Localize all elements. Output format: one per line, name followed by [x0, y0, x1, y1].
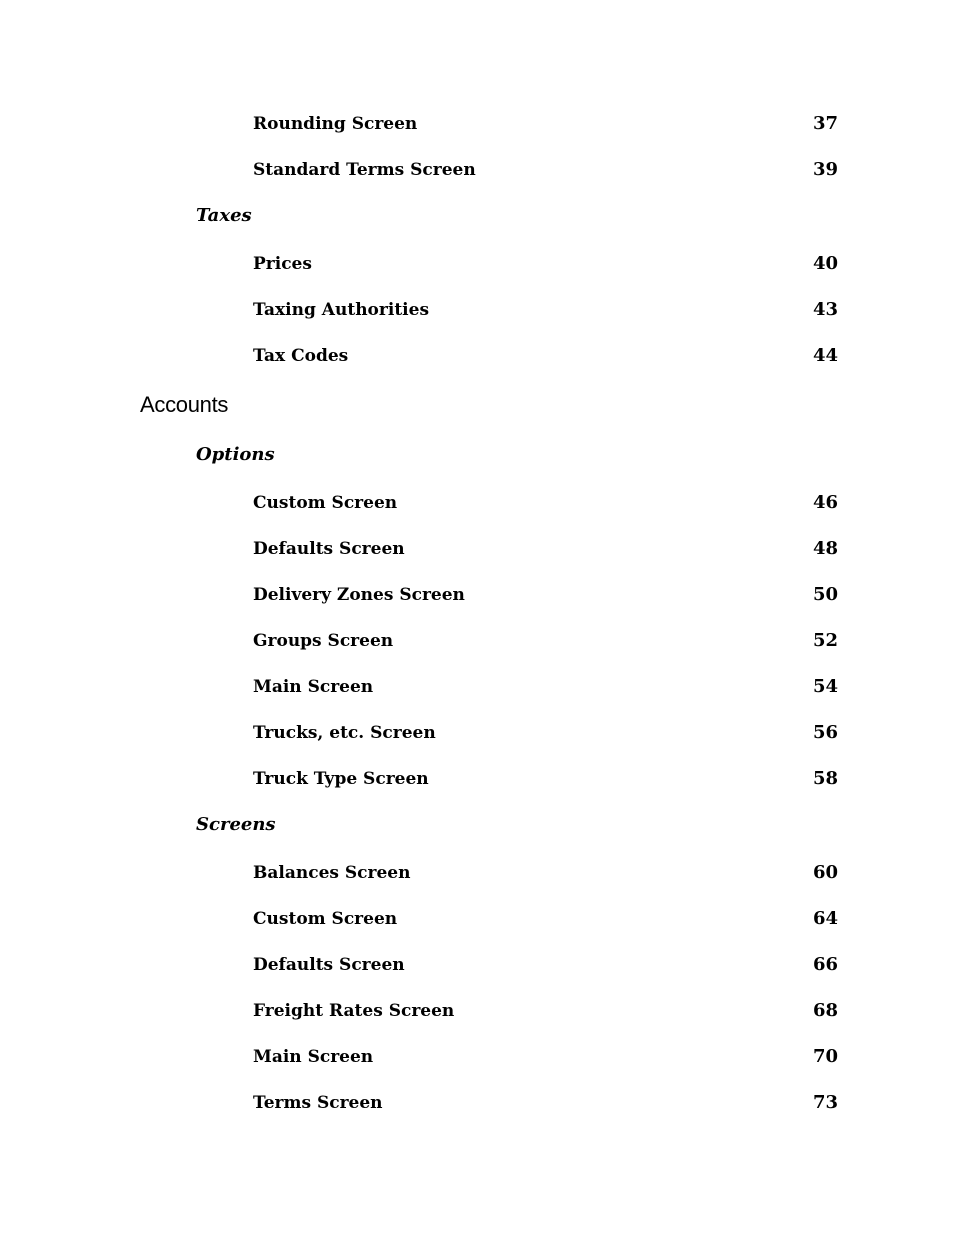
toc-entry-label: Custom Screen	[253, 493, 398, 513]
toc-page-number: 56	[812, 722, 838, 743]
toc-page-number: 43	[812, 299, 838, 320]
toc-entry-custom-screen[interactable]	[0, 488, 954, 518]
toc-subsection-heading-options	[0, 440, 954, 470]
toc-entry-delivery-zones-screen[interactable]	[0, 580, 954, 610]
toc-section-heading-accounts	[0, 390, 954, 420]
toc-page-number: 44	[812, 345, 838, 366]
toc-entry-label: Tax Codes	[253, 346, 349, 366]
toc-entry-terms-screen[interactable]	[0, 1088, 954, 1118]
toc-page-number: 52	[812, 630, 838, 651]
toc-page-number: 54	[812, 676, 838, 697]
toc-entry-label: Custom Screen	[253, 909, 398, 929]
toc-entry-custom-screen[interactable]	[0, 904, 954, 934]
toc-subsection-heading-screens	[0, 810, 954, 840]
toc-entry-groups-screen[interactable]	[0, 626, 954, 656]
toc-page-number: 64	[812, 908, 838, 929]
toc-entry-label: Screens	[196, 814, 276, 835]
toc-entry-label: Truck Type Screen	[253, 769, 429, 789]
toc-entry-trucks-etc-screen[interactable]	[0, 718, 954, 748]
toc-subsection-heading-taxes	[0, 201, 954, 231]
toc-entry-label: Terms Screen	[253, 1093, 383, 1113]
toc-page-number: 40	[812, 253, 838, 274]
toc-entry-truck-type-screen[interactable]	[0, 764, 954, 794]
toc-entry-defaults-screen[interactable]	[0, 950, 954, 980]
toc-entry-label: Accounts	[140, 392, 229, 417]
toc-page-number: 50	[812, 584, 838, 605]
toc-page-number: 37	[812, 113, 838, 134]
toc-entry-main-screen[interactable]	[0, 1042, 954, 1072]
toc-page-number: 39	[812, 159, 838, 180]
toc-entry-prices[interactable]	[0, 249, 954, 279]
toc-entry-rounding-screen[interactable]	[0, 109, 954, 139]
toc-entry-freight-rates-screen[interactable]	[0, 996, 954, 1026]
toc-entry-label: Taxing Authorities	[253, 300, 430, 320]
toc-entry-label: Rounding Screen	[253, 114, 418, 134]
toc-entry-label: Taxes	[196, 205, 252, 226]
toc-entry-label: Standard Terms Screen	[253, 160, 476, 180]
toc-entry-label: Freight Rates Screen	[253, 1001, 455, 1021]
toc-entry-label: Main Screen	[253, 1047, 374, 1067]
toc-entry-tax-codes[interactable]	[0, 341, 954, 371]
toc-entry-label: Groups Screen	[253, 631, 394, 651]
toc-page-number: 73	[812, 1092, 838, 1113]
toc-entry-label: Trucks, etc. Screen	[253, 723, 436, 743]
toc-entry-label: Delivery Zones Screen	[253, 585, 465, 605]
toc-entry-balances-screen[interactable]	[0, 858, 954, 888]
toc-page-number: 58	[812, 768, 838, 789]
toc-page-number: 48	[812, 538, 838, 559]
toc-entry-standard-terms-screen[interactable]	[0, 155, 954, 185]
toc-entry-label: Defaults Screen	[253, 539, 405, 559]
toc-entry-label: Defaults Screen	[253, 955, 405, 975]
toc-entry-label: Prices	[253, 254, 312, 274]
toc-page-number: 70	[812, 1046, 838, 1067]
toc-page-number: 60	[812, 862, 838, 883]
toc-page-number: 68	[812, 1000, 838, 1021]
toc-entry-label: Balances Screen	[253, 863, 411, 883]
toc-entry-taxing-authorities[interactable]	[0, 295, 954, 325]
toc-entry-defaults-screen[interactable]	[0, 534, 954, 564]
toc-entry-label: Main Screen	[253, 677, 374, 697]
toc-page-number: 46	[812, 492, 838, 513]
toc-entry-label: Options	[196, 444, 275, 465]
toc-page-number: 66	[812, 954, 838, 975]
toc-entry-main-screen[interactable]	[0, 672, 954, 702]
